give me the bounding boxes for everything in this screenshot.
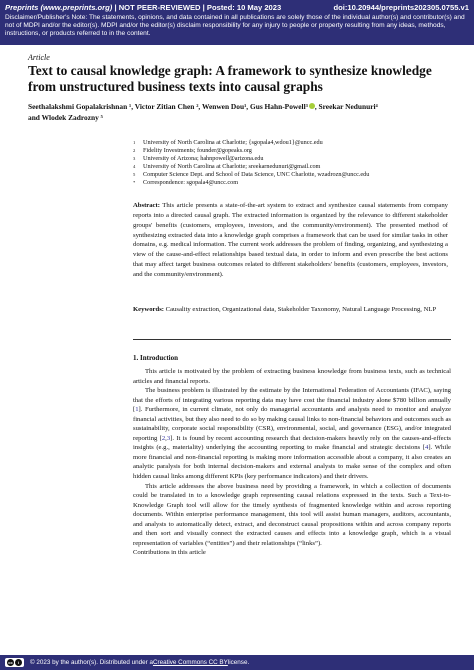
affiliation-text: University of North Carolina at Charlotte; {sgopala4,wdou1}@uncc.edu bbox=[143, 139, 323, 146]
affiliation-number: * bbox=[133, 180, 136, 186]
abstract-label: Abstract: bbox=[133, 202, 160, 209]
preprint-banner bbox=[0, 0, 474, 45]
license-footer bbox=[0, 655, 474, 670]
affiliation-text: Fidelity Investments; founder@gopeaks.org bbox=[143, 147, 252, 155]
site-link[interactable]: Preprints (www.preprints.org) bbox=[5, 3, 113, 12]
affiliations bbox=[133, 139, 453, 188]
paragraph: Contributions in this article bbox=[133, 549, 206, 557]
license-link[interactable]: Creative Commons CC BY bbox=[152, 659, 228, 666]
paragraph: This article is motivated by the problem of extracting business knowledge from business texts, such as technical articles and financial reports. bbox=[133, 368, 451, 385]
divider bbox=[133, 339, 451, 340]
keywords-label: Keywords: bbox=[133, 306, 164, 313]
article-type: Article bbox=[28, 53, 50, 62]
disclaimer: Disclaimer/Publisher's Note: The statements, opinions, and data contained in all publications are solely those of the individual author(s) and contributor(s) and not of MDPI and/or the editor(s). MDPI and/or the editor(s) disclaim responsibility for any injury to people or property resulting from any ideas, methods, instructions, or products referred to in the content. bbox=[5, 14, 465, 38]
citation-link[interactable]: 2 bbox=[161, 434, 166, 442]
affiliation-text: Computer Science Dept. and School of Data Science, UNC Charlotte, wzadrozn@uncc.edu bbox=[143, 171, 370, 179]
text-run: The business problem is illustrated by the estimate by the International Federation of Accountants (IFAC), saying that the efforts of integrating various reporting data may have cost the financial industry alone $780 billion annually [ bbox=[133, 387, 451, 414]
text-run: ]. Furthermore, in current climate, not only do managerial accountants and analysts need to monitor and analyze financial activities, but they also need to do so by making causal links to non-financial behaviors and outcomes such as sustainability, corporate social responsibility (CSR), environmental, social, and governance (ESG), and/or integrated reporting [ bbox=[133, 406, 451, 442]
authors-line1b: , Sreekar Nedunuri⁴ bbox=[314, 102, 378, 111]
affiliation-item bbox=[133, 171, 453, 179]
paragraph bbox=[133, 386, 451, 481]
text-run: , bbox=[165, 434, 167, 442]
paper-title: Text to causal knowledge graph: A framework to synthesize knowledge from unstructured business texts into causal graphs bbox=[28, 63, 432, 94]
affiliation-number: 2 bbox=[133, 148, 136, 154]
affiliation-number: 3 bbox=[133, 156, 136, 162]
copyright-text: © 2023 by the author(s). Distributed under a bbox=[30, 659, 153, 666]
citation-link[interactable]: 1 bbox=[135, 406, 139, 414]
by-icon: i bbox=[15, 659, 22, 666]
affiliation-text: University of North Carolina at Charlotte; sreekarnedunuri@gmail.com bbox=[143, 163, 321, 171]
cc-icon: cc bbox=[8, 660, 13, 665]
affiliation-item bbox=[133, 163, 453, 171]
authors-line2: and Wlodek Zadrozny ⁵ bbox=[28, 113, 103, 122]
citation-link[interactable]: 4 bbox=[425, 444, 429, 452]
posted-date: Posted: 10 May 2023 bbox=[206, 3, 282, 12]
review-status: NOT PEER-REVIEWED bbox=[118, 3, 201, 12]
affiliation-item bbox=[133, 147, 453, 155]
text-run: ]. While more financial and non-financial reporting is making more information accessible about a company, it also creates an analytic paralysis for both internal decision-makers and external analysts to make sense of the complex and often hidden causal links among different KPIs (key performance indicators) and their drivers. bbox=[133, 444, 451, 481]
paragraph: This article addresses the above business need by providing a framework, in which a collection of documents could be translated in to a knowledge graph representing causal relations expressed in the texts. Such a Text-to-Knowledge Graph tool will allow for the timely synthesis of fragmented knowledge within and across reporting documents. Within enterprise performance management, this tool will assist human managers, auditors, accountants, and analysts to automatically detect, extract, and deconstruct causal propositions within and across company reports and then sort and visually connect the extracted causes and effects into a knowledge graph, which is a visual representation of variables (“entities”) and their relationships (“links”). bbox=[133, 482, 451, 547]
cc-license-icon[interactable] bbox=[5, 658, 24, 667]
authors-line1: Seethalakshmi Gopalakrishnan ¹, Victor Zitian Chen ², Wenwen Dou¹, Gus Hahn-Powell³ bbox=[28, 102, 308, 111]
banner-sep: | bbox=[114, 3, 117, 12]
section-heading: 1. Introduction bbox=[133, 354, 178, 362]
affiliation-number: 1 bbox=[133, 140, 136, 145]
keywords bbox=[133, 305, 448, 315]
banner-left bbox=[5, 3, 281, 13]
affiliation-item bbox=[133, 179, 453, 187]
keywords-text: Causality extraction, Organizational data, Stakeholder Taxonomy, Natural Language Processing, NLP bbox=[164, 306, 437, 313]
affiliation-text: University of Arizona; hahnpowell@arizona.edu bbox=[143, 155, 264, 163]
text-run: ]. It is found by recent accounting research that decision-makers heavily rely on the causes-and-effects insights (e.g., materiality) underlying the accounting reporting to make financial and strategic decisions [ bbox=[133, 434, 452, 452]
affiliation-number: 5 bbox=[133, 172, 136, 178]
affiliation-text: Correspondence: sgopala4@uncc.com bbox=[143, 179, 239, 187]
doi-link[interactable]: doi:10.20944/preprints202305.0755.v1 bbox=[333, 3, 469, 12]
affiliation-item bbox=[133, 155, 453, 163]
abstract bbox=[133, 201, 448, 280]
affiliation-item bbox=[133, 139, 453, 147]
banner-sep: | bbox=[202, 3, 205, 12]
abstract-text: This article presents a state-of-the-art system to extract and synthesize causal statements from company reports into a directed causal graph. The extracted information is organized by the relevance to different stakeholder groups' benefits (customers, employees, investors, and the community/environment). The presented method of synthesizing extracted data into a knowledge graph comprises a framework that can be used for similar tasks in other domains, e.g. medical information. The current work addresses the problem of finding, organizing, and synthesizing a view of the cause-and-effect relationships based textual data, in order to inform and even prescribe the best actions that may affect target business outcomes related to different stakeholders' benefits (customers, employees, investors, and the community/environment). bbox=[133, 202, 448, 278]
citation-link[interactable]: 3 bbox=[166, 434, 171, 442]
copyright-end: license. bbox=[227, 659, 250, 666]
body-text bbox=[133, 367, 451, 558]
affiliation-number: 4 bbox=[133, 164, 136, 170]
author-list bbox=[28, 101, 468, 123]
banner-row bbox=[5, 3, 469, 13]
